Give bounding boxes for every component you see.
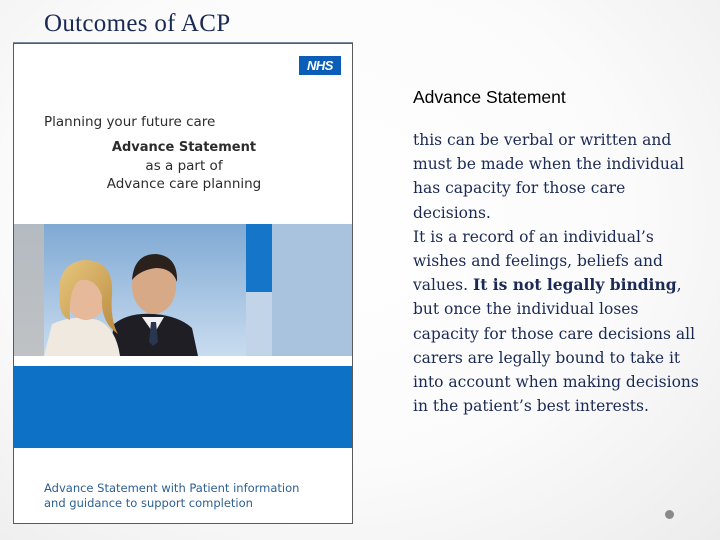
- leaflet-blue-band: [14, 366, 352, 448]
- slide-title: Outcomes of ACP: [44, 10, 231, 37]
- body-paragraph-1: this can be verbal or written and must be made when the individual has capacity for those care decisions.: [413, 131, 685, 222]
- leaflet-footer-line2: and guidance to support completion: [44, 496, 253, 510]
- decorative-dot: [665, 510, 674, 519]
- body-paragraph-2-end: , but once the individual loses capacity for those care decisions all carers are legally bound to take it into account when making decisions in the patient’s best interests.: [413, 276, 699, 416]
- leaflet-subtitle: [84, 139, 284, 193]
- leaflet-photo: [14, 224, 352, 356]
- leaflet-cover: [13, 43, 353, 524]
- leaflet-footer-line1: Advance Statement with Patient information: [44, 481, 300, 495]
- nhs-logo: NHS: [299, 56, 341, 75]
- leaflet-heading: Planning your future care: [44, 114, 216, 130]
- leaflet-subtitle-line3: Advance care planning: [106, 176, 262, 192]
- leaflet-footer: [44, 481, 299, 511]
- leaflet-subtitle-bold: Advance Statement: [111, 140, 257, 155]
- legal-status-emphasis: It is not legally binding: [472, 275, 677, 295]
- body-paragraph-2-start: It is a record of an individual’s wishes and feelings, beliefs and values.: [413, 227, 663, 295]
- section-heading: Advance Statement: [413, 87, 566, 107]
- body-text: [413, 128, 703, 418]
- leaflet-subtitle-line2: as a part of: [145, 158, 223, 174]
